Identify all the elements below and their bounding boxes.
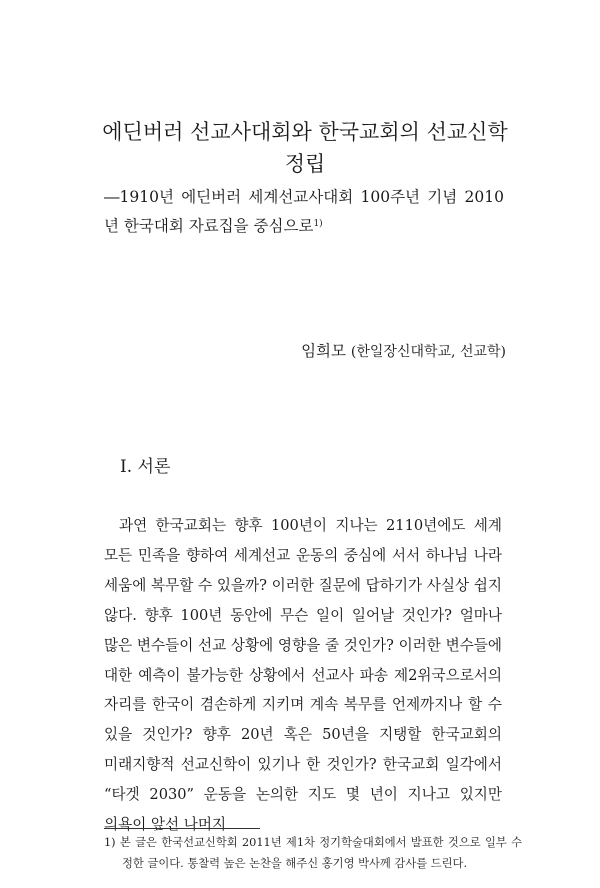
paper-subtitle [104, 184, 504, 240]
paper-title: 에딘버러 선교사대회와 한국교회의 선교신학 정립 [102, 120, 508, 176]
author-affiliation: (한일장신대학교, 선교학) [350, 344, 506, 360]
author-line [301, 340, 506, 363]
footnote-divider [104, 828, 260, 829]
footnote: 1) 본 글은 한국선교신학회 2011년 제1차 정기학술대회에서 발표한 것으로 일부 수정한 글이다. 통찰력 높은 논찬을 해주신 홍기영 박사께 감사를 드린다. [104, 836, 522, 870]
section-heading: I. 서론 [120, 457, 171, 477]
author-name: 임희모 [301, 342, 346, 360]
body-paragraph: 과연 한국교회는 향후 100년이 지나는 2110년에도 세계 모든 민족을 향하여 세계선교 운동의 중심에 서서 하나님 나라 세움에 복무할 수 있을까? 이러한 질문에 답하기가 사실상 쉽지 않다. 향후 100년 동안에 무슨 일이 일어날 것인가? 얼마나 많은 변수들이 선교 상황에 영향을 줄 것인가? 이러한 변수들에 대한 예측이 불가능한 상황에서 선교사 파송 제2위국으로서의 자리를 한국이 겸손하게 지키며 계속 복무를 언제까지나 할 수 있을 것인가? 향후 20년 혹은 50년을 지탱할 한국교회의 미래지향적 선교신학이 있기나 한 것인가? 한국교회 일각에서 “타겟 2030” 운동을 논의한 지도 몇 년이 지나고 있지만 의욕이 앞선 나머지 [104, 517, 502, 834]
footnote-marker[interactable]: 1) [313, 219, 323, 229]
subtitle-text: ―1910년 에딘버러 세계선교사대회 100주년 기념 2010년 한국대회 자료집을 중심으로 [104, 188, 504, 235]
